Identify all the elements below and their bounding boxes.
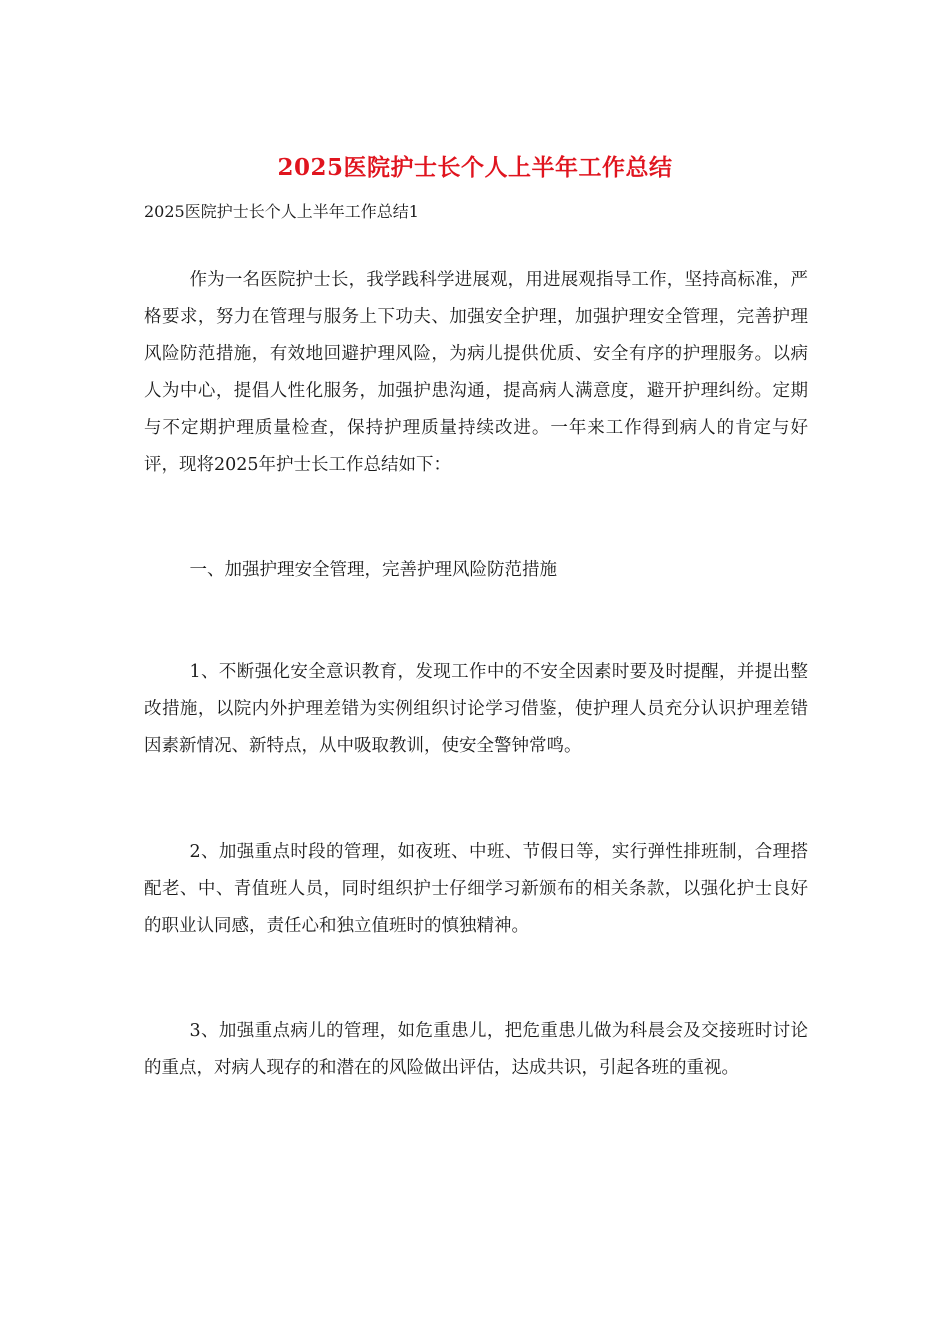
intro-paragraph: 作为一名医院护士长，我学践科学进展观，用进展观指导工作，坚持高标准，严格要求，努力在管理与服务上下功夫、加强安全护理，加强护理安全管理，完善护理风险防范措施，有效地回避护理风险，为病儿提供优质、安全有序的护理服务。以病人为中心，提倡人性化服务，加强护患沟通，提高病人满意度，避开护理纠纷。定期与不定期护理质量检查，保持护理质量持续改进。一年来工作得到病人的肯定与好评，现将2025年护士长工作总结如下： <box>144 270 808 475</box>
list-item: 1、不断强化安全意识教育，发现工作中的不安全因素时要及时提醒，并提出整改措施，以院内外护理差错为实例组织讨论学习借鉴，使护理人员充分认识护理差错因素新情况、新特点，从中吸取教训，使安全警钟常鸣。 <box>144 662 808 756</box>
document-title: 2025医院护士长个人上半年工作总结 <box>277 154 673 181</box>
section-heading: 一、加强护理安全管理，完善护理风险防范措施 <box>189 560 557 580</box>
list-item: 3、加强重点病儿的管理，如危重患儿，把危重患儿做为科晨会及交接班时讨论的重点，对病人现存的和潜在的风险做出评估，达成共识，引起各班的重视。 <box>144 1021 808 1078</box>
document-subtitle: 2025医院护士长个人上半年工作总结1 <box>144 202 419 221</box>
list-item: 2、加强重点时段的管理，如夜班、中班、节假日等，实行弹性排班制，合理搭配老、中、青值班人员，同时组织护士仔细学习新颁布的相关条款，以强化护士良好的职业认同感，责任心和独立值班时的慎独精神。 <box>144 842 808 936</box>
